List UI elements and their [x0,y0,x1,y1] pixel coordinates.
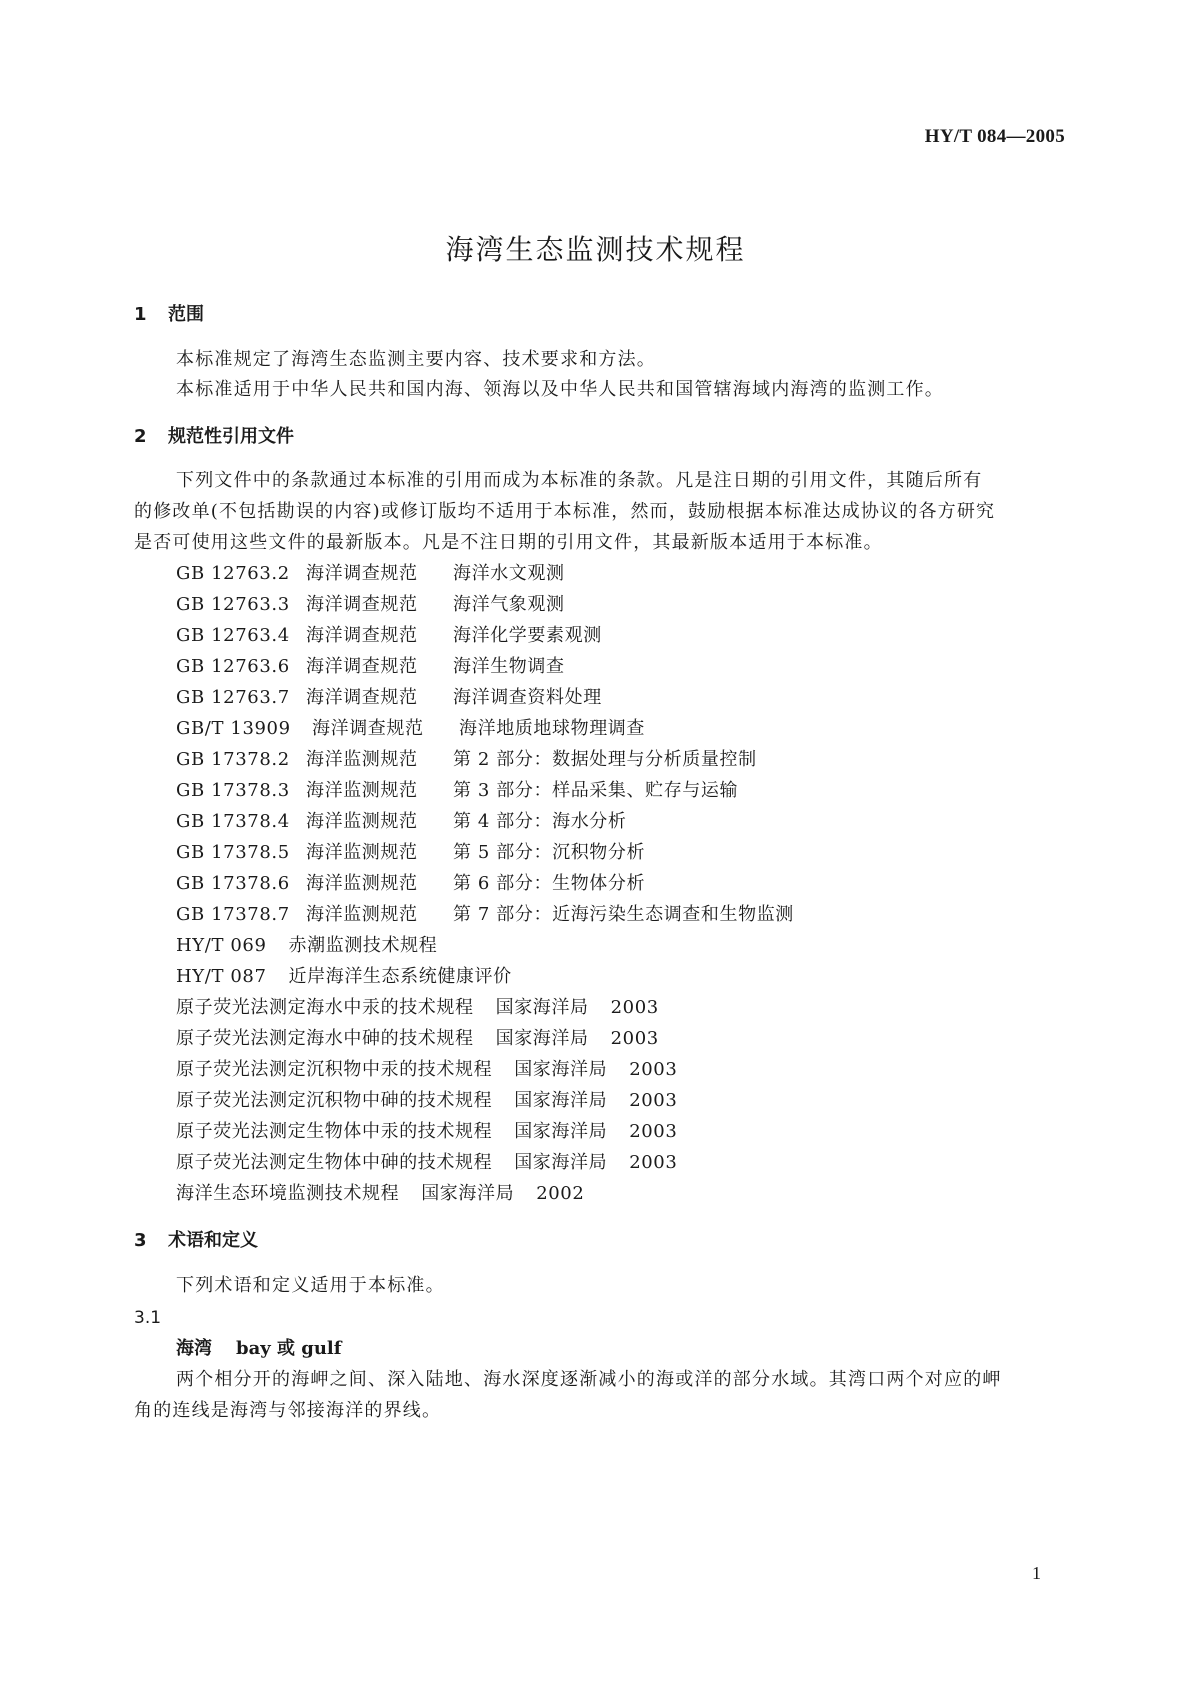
reference-code: GB 17378.7 [176,904,290,925]
reference-item [176,779,738,803]
reference-year: 2003 [610,1028,659,1049]
subsection-number: 3.1 [134,1308,162,1328]
reference-publisher: 国家海洋局 [421,1183,515,1204]
reference-title: 第 4 部分：海水分析 [453,811,627,832]
reference-item [176,686,602,710]
reference-title: 海洋生物调查 [453,656,565,677]
reference-title: 海洋化学要素观测 [453,625,602,646]
paragraph: 下列术语和定义适用于本标准。 [176,1275,445,1296]
reference-title: 第 7 部分：近海污染生态调查和生物监测 [453,904,794,925]
reference-title: 第 6 部分：生物体分析 [453,873,646,894]
section-3-heading [134,1229,258,1253]
paragraph-continuation: 是否可使用这些文件的最新版本。凡是不注日期的引用文件，其最新版本适用于本标准。 [134,532,883,553]
reference-series: 海洋监测规范 [306,749,418,770]
reference-series: 海洋监测规范 [306,904,418,925]
reference-publisher: 国家海洋局 [514,1152,608,1173]
reference-code: HY/T 069 [176,935,267,956]
reference-series: 海洋调查规范 [306,594,418,615]
reference-item [176,748,757,772]
reference-title: 原子荧光法测定生物体中砷的技术规程 [176,1152,493,1173]
reference-series: 海洋调查规范 [306,687,418,708]
section-title: 范围 [168,304,204,325]
reference-item [176,593,565,617]
reference-publisher: 国家海洋局 [514,1121,608,1142]
reference-year: 2003 [629,1090,678,1111]
reference-year: 2003 [629,1059,678,1080]
paragraph: 本标准适用于中华人民共和国内海、领海以及中华人民共和国管辖海域内海湾的监测工作。 [176,379,944,400]
reference-item [176,624,602,648]
reference-series: 海洋调查规范 [306,656,418,677]
reference-series: 海洋监测规范 [306,873,418,894]
reference-title: 海洋水文观测 [453,563,565,584]
reference-item [176,717,645,741]
reference-code: HY/T 087 [176,966,267,987]
reference-title: 海洋调查资料处理 [453,687,602,708]
reference-publisher: 国家海洋局 [495,1028,589,1049]
paragraph: 本标准规定了海湾生态监测主要内容、技术要求和方法。 [176,349,656,370]
reference-series: 海洋调查规范 [306,625,418,646]
reference-title: 海洋地质地球物理调查 [459,718,645,739]
definition-continuation: 角的连线是海湾与邻接海洋的界线。 [134,1400,442,1421]
reference-year: 2003 [610,997,659,1018]
reference-title: 海洋气象观测 [453,594,565,615]
reference-title: 原子荧光法测定沉积物中汞的技术规程 [176,1059,493,1080]
reference-item [176,996,659,1020]
section-number: 2 [134,426,147,447]
reference-code: GB 17378.6 [176,873,290,894]
reference-item [176,872,645,896]
reference-item [176,965,512,989]
reference-publisher: 国家海洋局 [514,1059,608,1080]
reference-item [176,841,645,865]
reference-item [176,1089,677,1113]
reference-item [176,1120,677,1144]
section-2-heading [134,425,294,449]
reference-code: GB 12763.2 [176,563,290,584]
reference-item [176,562,565,586]
reference-item [176,810,627,834]
page-number: 1 [1032,1563,1041,1583]
section-title: 术语和定义 [168,1230,258,1251]
reference-item [176,655,565,679]
document-title: 海湾生态监测技术规程 [445,233,746,266]
reference-year: 2003 [629,1152,678,1173]
reference-item [176,1058,677,1082]
standard-code: HY/T 084—2005 [924,126,1065,147]
reference-year: 2002 [536,1183,585,1204]
reference-year: 2003 [629,1121,678,1142]
term-entry [176,1337,342,1361]
reference-series: 海洋调查规范 [312,718,424,739]
reference-series: 海洋监测规范 [306,780,418,801]
section-number: 3 [134,1230,147,1251]
reference-code: GB 12763.6 [176,656,290,677]
reference-title: 近岸海洋生态系统健康评价 [288,966,512,987]
reference-code: GB 17378.4 [176,811,290,832]
reference-title: 第 2 部分：数据处理与分析质量控制 [453,749,757,770]
reference-code: GB 17378.3 [176,780,290,801]
paragraph-continuation: 的修改单(不包括勘误的内容)或修订版均不适用于本标准，然而，鼓励根据本标准达成协议的各方研究 [134,501,996,522]
section-title: 规范性引用文件 [168,426,294,447]
reference-code: GB 12763.3 [176,594,290,615]
term-english: bay 或 gulf [236,1338,342,1359]
definition: 两个相分开的海岬之间、深入陆地、海水深度逐渐减小的海或洋的部分水域。其湾口两个对应的岬 [176,1369,1002,1390]
reference-item [176,934,437,958]
reference-series: 海洋监测规范 [306,811,418,832]
section-number: 1 [134,304,147,325]
reference-title: 赤潮监测技术规程 [288,935,438,956]
reference-code: GB 12763.7 [176,687,290,708]
paragraph: 下列文件中的条款通过本标准的引用而成为本标准的条款。凡是注日期的引用文件，其随后所有 [176,470,983,491]
reference-item [176,1182,584,1206]
reference-title: 第 3 部分：样品采集、贮存与运输 [453,780,739,801]
reference-title: 原子荧光法测定海水中汞的技术规程 [176,997,474,1018]
reference-title: 第 5 部分：沉积物分析 [453,842,646,863]
reference-code: GB 17378.2 [176,749,290,770]
reference-item [176,903,794,927]
reference-title: 原子荧光法测定沉积物中砷的技术规程 [176,1090,493,1111]
reference-title: 海洋生态环境监测技术规程 [176,1183,400,1204]
term-chinese: 海湾 [176,1338,212,1359]
reference-code: GB 12763.4 [176,625,290,646]
reference-title: 原子荧光法测定生物体中汞的技术规程 [176,1121,493,1142]
reference-item [176,1027,659,1051]
reference-code: GB/T 13909 [176,718,291,739]
reference-item [176,1151,677,1175]
reference-publisher: 国家海洋局 [495,997,589,1018]
reference-title: 原子荧光法测定海水中砷的技术规程 [176,1028,474,1049]
section-1-heading [134,303,204,327]
reference-publisher: 国家海洋局 [514,1090,608,1111]
reference-series: 海洋监测规范 [306,842,418,863]
reference-code: GB 17378.5 [176,842,290,863]
reference-series: 海洋调查规范 [306,563,418,584]
